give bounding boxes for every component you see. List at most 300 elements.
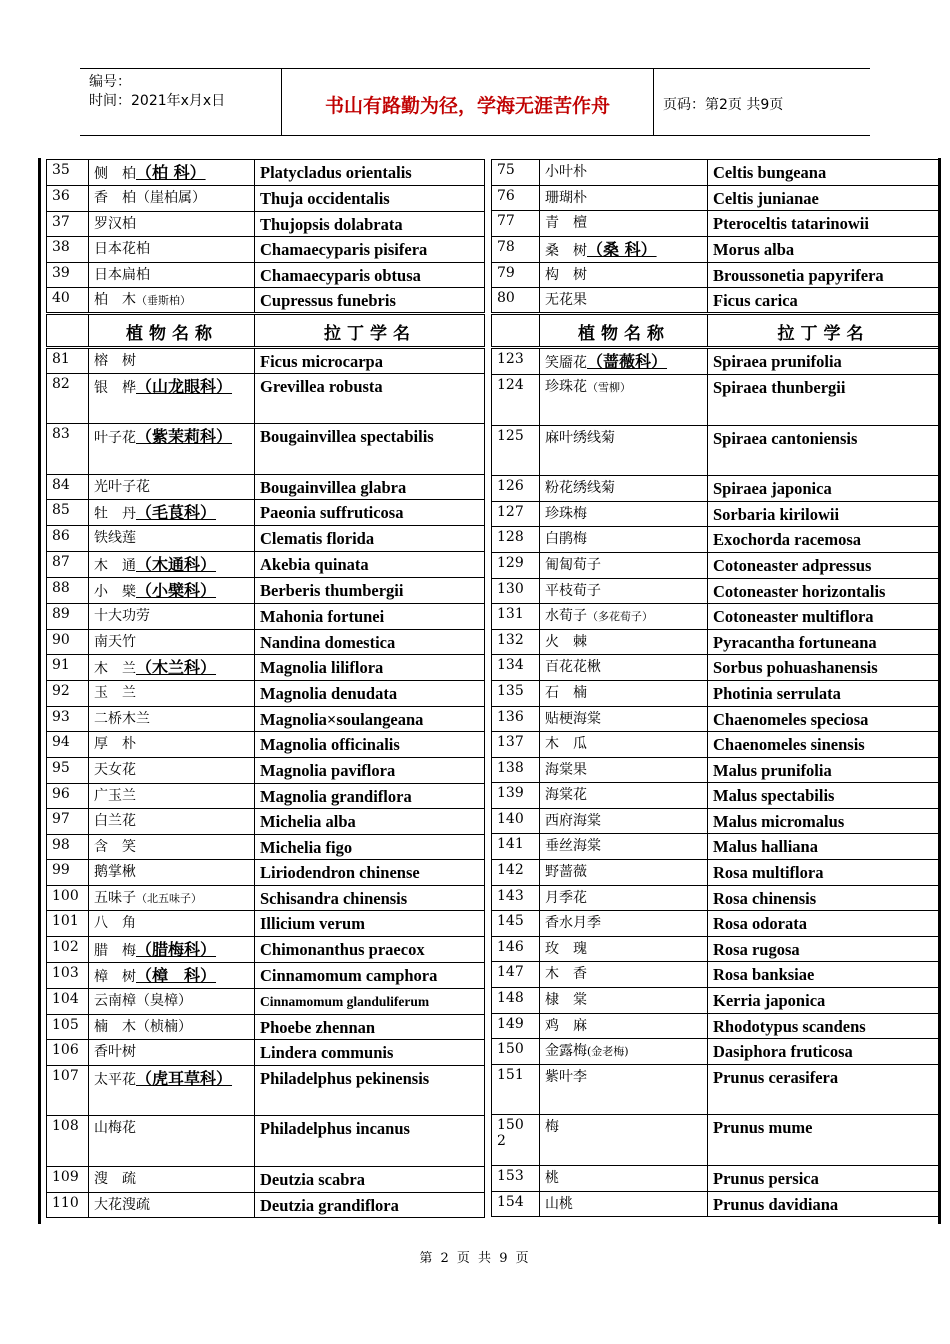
latin-name: Magnolia denudata <box>255 681 485 707</box>
plant-name-cn <box>89 706 255 732</box>
row-number: 132 <box>492 629 540 655</box>
row-number: 125 <box>492 425 540 476</box>
plant-name-cn <box>89 681 255 707</box>
plant-name-cn <box>540 236 708 262</box>
row-number: 104 <box>47 989 89 1015</box>
table-row <box>47 860 485 886</box>
plant-name-cn <box>89 885 255 911</box>
row-number: 84 <box>47 474 89 500</box>
latin-name: Deutzia scabra <box>255 1167 485 1193</box>
latin-name: Philadelphus pekinensis <box>255 1065 485 1116</box>
row-number: 137 <box>492 732 540 758</box>
plant-name-text: 桃 <box>545 1170 559 1186</box>
row-number: 148 <box>492 988 540 1014</box>
row-number: 126 <box>492 476 540 502</box>
table-row <box>47 629 485 655</box>
latin-name: Morus alba <box>708 236 939 262</box>
plant-name-text: 珊瑚朴 <box>545 189 587 206</box>
plant-name-text: 楠 木（桢楠） <box>94 1018 192 1035</box>
latin-name: Chamaecyparis pisifera <box>255 237 485 263</box>
page-header <box>80 68 870 136</box>
row-number: 99 <box>47 860 89 886</box>
plant-name-cn <box>540 680 708 706</box>
plant-name-cn <box>540 757 708 783</box>
family-name: （蔷薇科） <box>587 351 668 371</box>
plant-name-cn <box>540 988 708 1014</box>
table-row <box>492 552 939 578</box>
row-number: 153 <box>492 1166 540 1192</box>
latin-name: Celtis junianae <box>708 185 939 211</box>
plant-name-text: 南天竹 <box>94 633 136 650</box>
plant-name-cn <box>89 757 255 783</box>
table-row <box>492 732 939 758</box>
row-number: 85 <box>47 500 89 526</box>
latin-name: Chaenomeles sinensis <box>708 732 939 758</box>
plant-name-cn <box>89 577 255 603</box>
plant-name-cn <box>540 834 708 860</box>
row-number: 124 <box>492 374 540 425</box>
table-row <box>47 603 485 629</box>
row-number: 94 <box>47 732 89 758</box>
latin-name: Nandina domestica <box>255 629 485 655</box>
row-number: 86 <box>47 526 89 552</box>
plant-name-cn <box>89 526 255 552</box>
family-name: （柏 科） <box>136 163 206 182</box>
row-number: 154 <box>492 1191 540 1217</box>
header-num-cell <box>47 313 89 347</box>
row-number: 145 <box>492 911 540 937</box>
latin-name: Michelia alba <box>255 809 485 835</box>
plant-name-text: 十大功劳 <box>94 607 150 624</box>
table-row <box>47 526 485 552</box>
table-row <box>47 757 485 783</box>
table-row <box>492 706 939 732</box>
row-number: 142 <box>492 860 540 886</box>
plant-name-text: 牡 丹 <box>94 506 136 523</box>
row-number: 141 <box>492 834 540 860</box>
plant-name-cn <box>89 262 255 288</box>
latin-name: Sorbus pohuashanensis <box>708 655 939 681</box>
table-row <box>492 604 939 630</box>
row-number: 150 2 <box>492 1115 540 1166</box>
plant-name-cn <box>89 237 255 263</box>
plant-name-cn <box>89 809 255 835</box>
plant-name-cn <box>540 262 708 288</box>
row-number: 139 <box>492 783 540 809</box>
table-row <box>492 988 939 1014</box>
latin-name: Malus halliana <box>708 834 939 860</box>
row-number: 79 <box>492 262 540 288</box>
number-label: 编号： <box>89 74 131 90</box>
row-number: 96 <box>47 783 89 809</box>
table-row <box>492 783 939 809</box>
plant-name-cn <box>89 186 255 212</box>
plant-name-text: 白鹃梅 <box>545 531 587 548</box>
plant-name-cn <box>540 501 708 527</box>
row-number: 146 <box>492 936 540 962</box>
table-row <box>47 963 485 989</box>
table-row <box>492 629 939 655</box>
plant-name-cn <box>540 655 708 681</box>
plant-name-cn <box>89 989 255 1015</box>
table-row <box>492 211 939 237</box>
plant-name-text: 梅 <box>545 1119 559 1136</box>
latin-name: Deutzia grandiflora <box>255 1192 485 1218</box>
row-number: 40 <box>47 288 89 314</box>
plant-name-text: 山桃 <box>545 1195 573 1212</box>
table-row <box>492 288 939 314</box>
plant-name-cn <box>540 1039 708 1065</box>
table-row <box>492 185 939 211</box>
latin-name: Platycladus orientalis <box>255 160 485 186</box>
row-number: 101 <box>47 911 89 937</box>
plant-name-cn <box>540 732 708 758</box>
latin-name: Michelia figo <box>255 834 485 860</box>
plant-name-cn <box>540 527 708 553</box>
latin-name: Sorbaria kirilowii <box>708 501 939 527</box>
table-row <box>47 237 485 263</box>
table-row <box>492 425 939 476</box>
row-number: 75 <box>492 160 540 186</box>
latin-name: Rosa odorata <box>708 911 939 937</box>
plant-name-text: 木 兰 <box>94 661 136 678</box>
latin-name: Chimonanthus praecox <box>255 937 485 963</box>
family-name: （木通科） <box>136 554 217 574</box>
row-number: 89 <box>47 603 89 629</box>
plant-name-cn <box>89 474 255 500</box>
table-row <box>492 501 939 527</box>
header-num-cell <box>492 313 540 347</box>
latin-name: Prunus mume <box>708 1115 939 1166</box>
table-row <box>47 681 485 707</box>
latin-name: Malus micromalus <box>708 808 939 834</box>
table-row <box>492 262 939 288</box>
alias-note: （垂斯柏） <box>136 294 191 308</box>
plant-name-cn <box>540 211 708 237</box>
latin-name: Kerria japonica <box>708 988 939 1014</box>
header-latin: 拉丁学名 <box>255 313 485 347</box>
row-number: 97 <box>47 809 89 835</box>
row-number: 88 <box>47 577 89 603</box>
table-row <box>492 834 939 860</box>
latin-name: Mahonia fortunei <box>255 603 485 629</box>
table-row <box>47 288 485 314</box>
row-number: 36 <box>47 186 89 212</box>
plant-name-cn <box>540 288 708 314</box>
latin-name: Magnolia officinalis <box>255 732 485 758</box>
plant-name-text: 小 檗 <box>94 583 136 600</box>
plant-name-text: 小叶朴 <box>545 164 587 180</box>
plant-name-text: 海棠花 <box>545 787 587 804</box>
table-row <box>47 655 485 681</box>
plant-name-text: 鸡 麻 <box>545 1017 587 1034</box>
plant-name-cn <box>89 1065 255 1116</box>
family-name: （桑 科） <box>587 239 657 259</box>
row-number: 77 <box>492 211 540 237</box>
row-number: 35 <box>47 160 89 186</box>
plant-name-text: 火 棘 <box>545 633 587 650</box>
row-number: 135 <box>492 680 540 706</box>
table-row <box>492 347 939 374</box>
family-name: （紫茉莉科） <box>136 427 233 447</box>
plant-name-text: 侧 柏 <box>94 166 136 182</box>
table-row <box>47 211 485 237</box>
plant-name-cn <box>89 500 255 526</box>
plant-name-cn <box>89 347 255 373</box>
plant-name-text: 溲 疏 <box>94 1171 136 1188</box>
plant-name-text: 榕 树 <box>94 352 136 369</box>
plant-name-cn <box>540 706 708 732</box>
plant-table-right <box>491 159 939 1217</box>
table-row <box>47 373 485 424</box>
plant-name-text: 粉花绣线菊 <box>545 480 615 497</box>
plant-name-cn <box>540 1064 708 1115</box>
plant-name-text: 棣 棠 <box>545 992 587 1009</box>
plant-name-text: 太平花 <box>94 1071 136 1088</box>
alias-note: （多花荀子） <box>587 610 653 624</box>
table-row <box>492 1039 939 1065</box>
header-name-cn: 植物名称 <box>540 313 708 347</box>
table-row <box>492 808 939 834</box>
table-row <box>47 262 485 288</box>
plant-name-cn <box>540 578 708 604</box>
row-number: 106 <box>47 1040 89 1066</box>
plant-name-cn <box>89 937 255 963</box>
plant-name-cn <box>89 911 255 937</box>
plant-name-text: 垂丝海棠 <box>545 838 601 855</box>
plant-name-cn <box>540 808 708 834</box>
plant-name-text: 天女花 <box>94 761 136 778</box>
plant-name-cn <box>540 1013 708 1039</box>
latin-name: Rhodotypus scandens <box>708 1013 939 1039</box>
row-number: 95 <box>47 757 89 783</box>
plant-name-cn <box>89 1192 255 1218</box>
table-row <box>47 474 485 500</box>
row-number: 82 <box>47 373 89 424</box>
plant-name-cn <box>89 1116 255 1167</box>
plant-name-text: 罗汉柏 <box>94 215 136 232</box>
plant-name-cn <box>89 963 255 989</box>
table-row <box>47 834 485 860</box>
plant-name-text: 五味子 <box>94 889 136 906</box>
plant-name-cn <box>89 288 255 314</box>
table-row <box>492 374 939 425</box>
table-row <box>492 1166 939 1192</box>
latin-name: Pyracantha fortuneana <box>708 629 939 655</box>
table-row <box>47 186 485 212</box>
table-row <box>47 809 485 835</box>
table-row <box>47 911 485 937</box>
table-row <box>492 911 939 937</box>
plant-name-text: 香叶树 <box>94 1044 136 1061</box>
latin-name: Thuja occidentalis <box>255 186 485 212</box>
latin-name: Grevillea robusta <box>255 373 485 424</box>
row-number: 151 <box>492 1064 540 1115</box>
table-row <box>492 860 939 886</box>
table-row <box>47 424 485 475</box>
row-number: 131 <box>492 604 540 630</box>
table-row <box>47 1116 485 1167</box>
row-number: 147 <box>492 962 540 988</box>
row-number: 138 <box>492 757 540 783</box>
plant-name-text: 含 笑 <box>94 838 136 855</box>
plant-name-cn <box>89 834 255 860</box>
plant-name-text: 白兰花 <box>94 813 136 830</box>
row-number: 110 <box>47 1192 89 1218</box>
plant-name-cn <box>540 1191 708 1217</box>
plant-name-text: 八 角 <box>94 915 136 932</box>
plant-name-cn <box>89 732 255 758</box>
family-name: （山龙眼科） <box>136 376 233 396</box>
table-row <box>492 1064 939 1115</box>
latin-name: Malus prunifolia <box>708 757 939 783</box>
page-footer: 第 2 页 共 9 页 <box>419 1251 531 1266</box>
table-row <box>47 1192 485 1218</box>
plant-name-text: 腊 梅 <box>94 943 136 960</box>
plant-name-text: 珍珠梅 <box>545 505 587 522</box>
plant-name-text: 月季花 <box>545 889 587 906</box>
latin-name: Schisandra chinensis <box>255 885 485 911</box>
row-number: 136 <box>492 706 540 732</box>
family-name: （腊梅科） <box>136 940 217 960</box>
plant-name-text: 玫 瑰 <box>545 940 587 957</box>
row-number: 38 <box>47 237 89 263</box>
latin-name: Spiraea japonica <box>708 476 939 502</box>
table-row <box>47 577 485 603</box>
family-name: （樟 科） <box>136 966 217 986</box>
latin-name: Ficus microcarpa <box>255 347 485 373</box>
plant-name-text: 大花溲疏 <box>94 1196 150 1213</box>
table-row <box>47 1014 485 1040</box>
plant-name-cn <box>89 603 255 629</box>
plant-name-cn <box>540 476 708 502</box>
latin-name: Photinia serrulata <box>708 680 939 706</box>
row-number: 129 <box>492 552 540 578</box>
row-number: 80 <box>492 288 540 314</box>
table-row <box>492 655 939 681</box>
plant-name-text: 珍珠花 <box>545 378 587 395</box>
plant-name-cn <box>540 604 708 630</box>
plant-name-cn <box>540 783 708 809</box>
row-number: 102 <box>47 937 89 963</box>
table-row <box>492 476 939 502</box>
row-number: 149 <box>492 1013 540 1039</box>
plant-name-text: 构 树 <box>545 266 587 283</box>
latin-name: Spiraea thunbergii <box>708 374 939 425</box>
table-row <box>47 732 485 758</box>
plant-name-text: 水荀子 <box>545 608 587 625</box>
plant-name-text: 百花花楸 <box>545 659 601 676</box>
family-name: （小檗科） <box>136 580 217 600</box>
latin-name: Cupressus funebris <box>255 288 485 314</box>
latin-name: Lindera communis <box>255 1040 485 1066</box>
plant-name-text: 海棠果 <box>545 761 587 778</box>
table-row <box>47 706 485 732</box>
row-number: 91 <box>47 655 89 681</box>
row-number: 107 <box>47 1065 89 1116</box>
row-number: 100 <box>47 885 89 911</box>
latin-name: Celtis bungeana <box>708 160 939 186</box>
row-number: 140 <box>492 808 540 834</box>
table-row <box>492 885 939 911</box>
latin-name: Rosa chinensis <box>708 885 939 911</box>
row-number: 37 <box>47 211 89 237</box>
plant-name-text: 野蔷薇 <box>545 864 587 881</box>
plant-name-cn <box>540 1166 708 1192</box>
latin-name: Phoebe zhennan <box>255 1014 485 1040</box>
latin-name: Prunus persica <box>708 1166 939 1192</box>
family-name: （毛茛科） <box>136 503 217 523</box>
plant-name-cn <box>540 936 708 962</box>
plant-name-cn <box>89 655 255 681</box>
plant-name-text: 笑靥花 <box>545 354 587 371</box>
plant-name-text: 铁线莲 <box>94 530 136 547</box>
plant-name-text: 紫叶李 <box>545 1068 587 1085</box>
row-number: 105 <box>47 1014 89 1040</box>
latin-name: Cinnamomum glanduliferum <box>255 989 485 1015</box>
latin-name: Chaenomeles speciosa <box>708 706 939 732</box>
plant-name-text: 青 檀 <box>545 215 587 232</box>
row-number: 108 <box>47 1116 89 1167</box>
row-number: 78 <box>492 236 540 262</box>
plant-name-cn <box>540 962 708 988</box>
latin-name: Prunus davidiana <box>708 1191 939 1217</box>
family-name: （木兰科） <box>136 658 217 678</box>
row-number: 81 <box>47 347 89 373</box>
plant-name-text: 日本花柏 <box>94 241 150 258</box>
table-row <box>492 1013 939 1039</box>
table-header-row <box>47 313 485 347</box>
latin-name: Illicium verum <box>255 911 485 937</box>
latin-name: Cotoneaster horizontalis <box>708 578 939 604</box>
plant-name-text: 无花果 <box>545 292 587 309</box>
table-row <box>47 500 485 526</box>
table-row <box>47 1167 485 1193</box>
plant-name-text: 柏 木 <box>94 292 136 309</box>
latin-name: Thujopsis dolabrata <box>255 211 485 237</box>
row-number: 143 <box>492 885 540 911</box>
latin-name: Rosa rugosa <box>708 936 939 962</box>
plant-name-cn <box>540 425 708 476</box>
row-number: 109 <box>47 1167 89 1193</box>
plant-table-left <box>46 159 485 1218</box>
plant-name-cn <box>89 551 255 577</box>
latin-name: Magnolia paviflora <box>255 757 485 783</box>
plant-name-text: 木 通 <box>94 557 136 574</box>
plant-name-cn <box>540 885 708 911</box>
plant-name-cn <box>540 911 708 937</box>
alias-note: （北五味子） <box>136 891 202 905</box>
plant-name-cn <box>89 1167 255 1193</box>
row-number: 90 <box>47 629 89 655</box>
latin-name: Ficus carica <box>708 288 939 314</box>
plant-name-cn <box>89 160 255 186</box>
plant-name-cn <box>540 1115 708 1166</box>
latin-name: Malus spectabilis <box>708 783 939 809</box>
table-row <box>492 578 939 604</box>
plant-name-cn <box>540 347 708 374</box>
latin-name: Pteroceltis tatarinowii <box>708 211 939 237</box>
plant-name-cn <box>540 552 708 578</box>
plant-name-text: 银 桦 <box>94 379 136 396</box>
row-number: 134 <box>492 655 540 681</box>
latin-name: Dasiphora fruticosa <box>708 1039 939 1065</box>
table-row <box>492 1191 939 1217</box>
plant-name-text: 广玉兰 <box>94 787 136 804</box>
table-row <box>492 1115 939 1166</box>
row-number: 83 <box>47 424 89 475</box>
latin-name: Rosa multiflora <box>708 860 939 886</box>
